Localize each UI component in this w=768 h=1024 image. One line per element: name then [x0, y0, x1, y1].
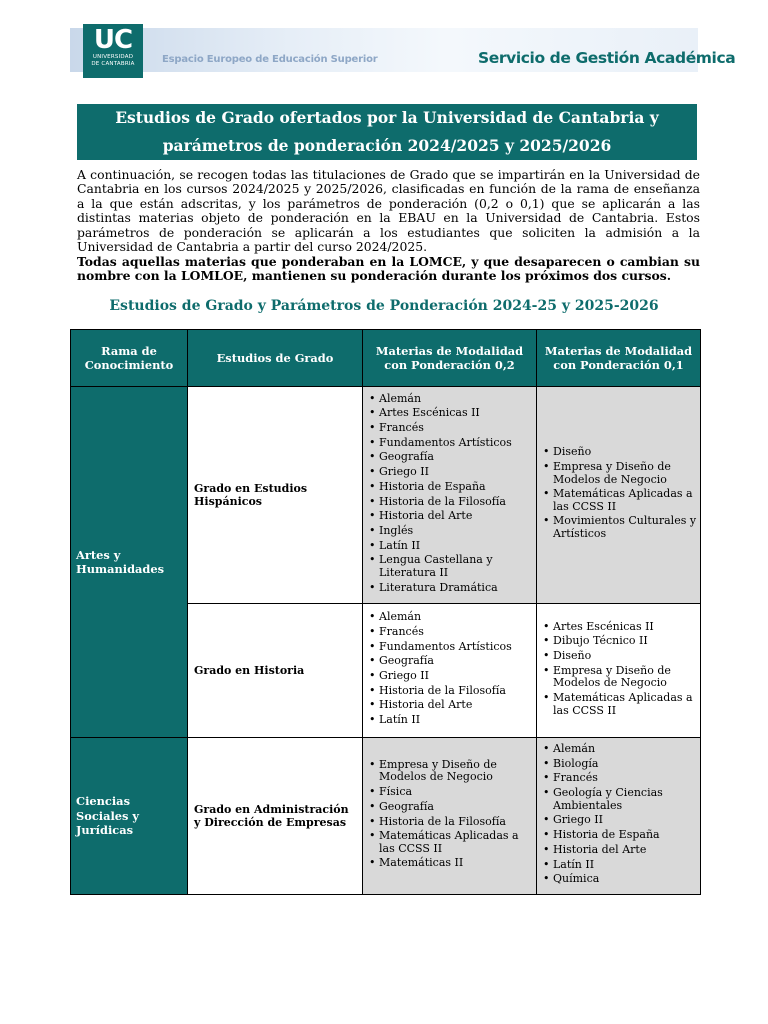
subject-item: • Literatura Dramática [369, 582, 533, 595]
header-m02: Materias de Modalidad con Ponderación 0,2 [363, 330, 537, 387]
subject-item: • Artes Escénicas II [369, 407, 533, 420]
logo-uc-text: UC [93, 25, 133, 55]
subject-item: • Historia del Arte [369, 699, 533, 712]
subject-list [369, 759, 533, 870]
m02-cell [363, 387, 537, 604]
subject-item: • Historia de España [543, 829, 697, 842]
document-title [77, 104, 697, 160]
subject-item: • Física [369, 786, 533, 799]
m01-cell [537, 604, 701, 738]
table-row [71, 387, 701, 604]
subject-item: • Empresa y Diseño de Modelos de Negocio [369, 759, 533, 784]
subject-item: • Historia de la Filosofía [369, 816, 533, 829]
m02-cell [363, 604, 537, 738]
subject-item: • Griego II [369, 466, 533, 479]
subject-list [369, 611, 533, 726]
intro-bold-paragraph: Todas aquellas materias que ponderaban en la LOMCE, y que desaparecen o cambian su nombre con la LOMLOE, mantienen su ponderación durante los próximos dos cursos. [77, 254, 700, 284]
header-estudios: Estudios de Grado [188, 330, 363, 387]
subject-item: • Historia de la Filosofía [369, 685, 533, 698]
subject-item: • Francés [369, 422, 533, 435]
subject-item: • Inglés [369, 525, 533, 538]
subject-item: • Historia del Arte [369, 510, 533, 523]
subject-item: • Francés [543, 772, 697, 785]
subject-item: • Historia de España [369, 481, 533, 494]
subject-item: • Lengua Castellana y Literatura II [369, 554, 533, 579]
subject-item: • Fundamentos Artísticos [369, 641, 533, 654]
logo-line-1: UNIVERSIDAD [92, 54, 134, 60]
subject-item: • Latín II [369, 540, 533, 553]
subject-item: • Geografía [369, 655, 533, 668]
subject-item: • Matemáticas Aplicadas a las CCSS II [543, 488, 697, 513]
grado-cell: Grado en Administración y Dirección de Empresas [188, 738, 363, 895]
subject-item: • Geología y Ciencias Ambientales [543, 787, 697, 812]
title-line-2: parámetros de ponderación 2024/2025 y 2025/2026 [162, 136, 612, 155]
subject-item: • Historia del Arte [543, 844, 697, 857]
grado-cell: Grado en Historia [188, 604, 363, 738]
uc-logo [83, 24, 143, 78]
subject-item: • Empresa y Diseño de Modelos de Negocio [543, 461, 697, 486]
ponderation-table [70, 329, 701, 895]
header-m01: Materias de Modalidad con Ponderación 0,1 [537, 330, 701, 387]
subject-item: • Alemán [369, 393, 533, 406]
header-rama: Rama de Conocimiento [71, 330, 188, 387]
subject-list [543, 446, 697, 540]
subject-item: • Biología [543, 758, 697, 771]
subject-item: • Matemáticas Aplicadas a las CCSS II [543, 692, 697, 717]
table-header-row [71, 330, 701, 387]
subject-item: • Matemáticas II [369, 857, 533, 870]
rama-cell: Artes y Humanidades [71, 387, 188, 738]
m02-cell [363, 738, 537, 895]
subject-item: • Alemán [543, 743, 697, 756]
subject-item: • Química [543, 873, 697, 886]
subject-item: • Latín II [543, 859, 697, 872]
title-line-1: Estudios de Grado ofertados por la Universidad de Cantabria y [115, 108, 659, 127]
subject-item: • Empresa y Diseño de Modelos de Negocio [543, 665, 697, 690]
subject-list [543, 743, 697, 886]
subject-item: • Geografía [369, 801, 533, 814]
table-row [71, 738, 701, 895]
subject-item: • Movimientos Culturales y Artísticos [543, 515, 697, 540]
subject-list [543, 621, 697, 718]
subject-item: • Historia de la Filosofía [369, 496, 533, 509]
subject-item: • Dibujo Técnico II [543, 635, 697, 648]
rama-cell: Ciencias Sociales y Jurídicas [71, 738, 188, 895]
m01-cell [537, 738, 701, 895]
subject-item: • Griego II [543, 814, 697, 827]
subject-item: • Alemán [369, 611, 533, 624]
m01-cell [537, 387, 701, 604]
intro-paragraph: A continuación, se recogen todas las titulaciones de Grado que se impartirán en la Universidad de Cantabria en los cursos 2024/2025 y 2025/2026, clasificadas en función de la rama de enseñanza a la que están adscritas, y los parámetros de ponderación (0,2 o 0,1) que se aplicarán a las distintas materias objeto de ponderación en la EBAU en la Universidad de Cantabria. Estos parámetros de ponderación se aplicarán a los estudiantes que soliciten la admisión a la Universidad de Cantabria a partir del curso 2024/2025. [77, 167, 700, 255]
subject-item: • Artes Escénicas II [543, 621, 697, 634]
logo-line-2: DE CANTABRIA [91, 61, 135, 67]
subject-item: • Francés [369, 626, 533, 639]
table-subtitle: Estudios de Grado y Parámetros de Ponderación 2024-25 y 2025-2026 [109, 298, 659, 314]
subject-item: • Diseño [543, 650, 697, 663]
subject-item: • Matemáticas Aplicadas a las CCSS II [369, 830, 533, 855]
subject-item: • Fundamentos Artísticos [369, 437, 533, 450]
subject-item: • Geografía [369, 451, 533, 464]
service-label: Servicio de Gestión Académica [478, 49, 736, 67]
subject-item: • Diseño [543, 446, 697, 459]
grado-cell: Grado en Estudios Hispánicos [188, 387, 363, 604]
subject-item: • Griego II [369, 670, 533, 683]
eees-label: Espacio Europeo de Educación Superior [162, 54, 378, 65]
subject-item: • Latín II [369, 714, 533, 727]
subject-list [369, 393, 533, 594]
